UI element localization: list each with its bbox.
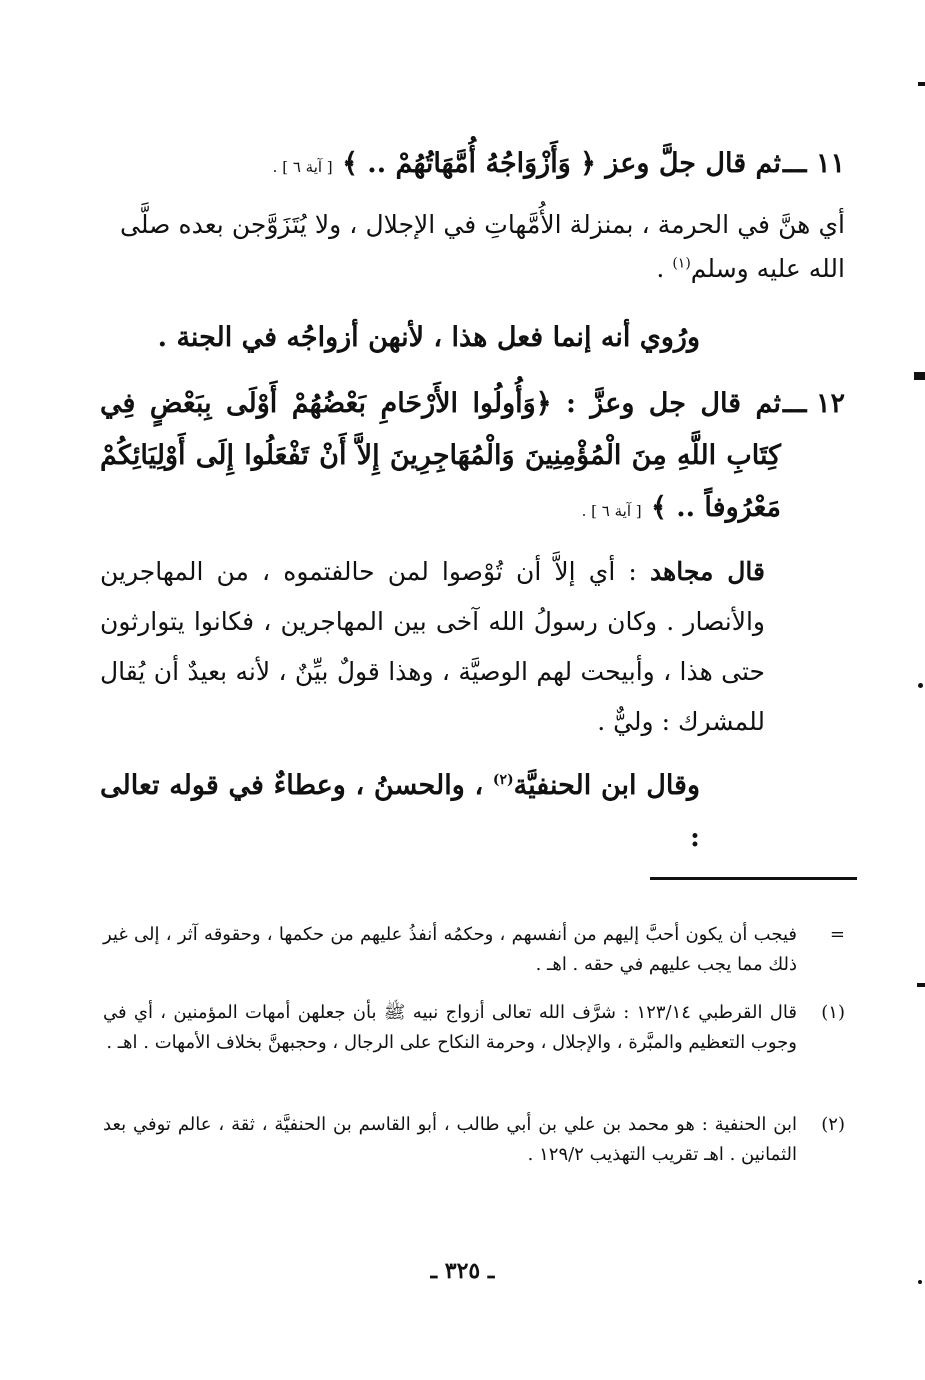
footnote-mark: =: [829, 924, 845, 945]
page-number: ـ ٣٢٥ ـ: [430, 1258, 495, 1284]
footnote-text: قال القرطبي ١٢٣/١٤ : شرَّف الله تعالى أزواج نبيه ﷺ بأن جعلهن أمهات المؤمنين ، أي في وجوب التعظيم والمبَّرة ، والإجلال ، وحرمة النكاح على الرجال ، وحجبهنَّ بخلاف الأمهات . اهـ .: [103, 1002, 797, 1053]
scan-edge-mark: [918, 82, 925, 86]
verse-text: ثم قال جل وعزَّ : ﴿وَأُولُوا الأَرْحَامِ بَعْضُهُمْ أَوْلَى بِبَعْضٍ فِي كِتَابِ اللَّهِ مِنَ الْمُؤْمِنِينَ وَالْمُهَاجِرِينَ إِلاَّ أَنْ تَفْعَلُوا إِلَى أَوْلِيَائِكُمْ مَعْرُوفاً .. ﴾: [100, 388, 781, 523]
footnote-mark: (٢): [821, 1114, 845, 1135]
scholar-name: قال مجاهد: [649, 557, 765, 586]
footnote-text: فيجب أن يكون أحبَّ إليهم من أنفسهم ، وحكمُه أنفذُ عليهم من حكمها ، وحقوقه آثر ، إلى غير ذلك مما يجب عليهم في حقه . اهـ .: [103, 924, 797, 975]
footnote-2: [103, 1110, 845, 1170]
verse-reference: [ آية ٦ ] .: [581, 502, 642, 520]
item-number: ١٢ ـــ: [782, 388, 845, 419]
scan-edge-mark: [917, 983, 925, 987]
scan-edge-mark: [918, 683, 923, 688]
paragraph-end: .: [656, 254, 673, 283]
footnote-continuation: [103, 920, 845, 980]
footnote-separator: [650, 877, 857, 880]
paragraph-text: أي هنَّ في الحرمة ، بمنزلة الأُمَّهاتِ في الإجلال ، ولا يُتَزَوَّجن بعده صلَّى الله عليه وسلم: [120, 210, 845, 283]
paragraph-text: : أي إلاَّ أن تُوْصوا لمن حالفتموه ، من المهاجرين والأنصار . وكان رسولُ الله آخى بين المهاجرين ، فكانوا يتوارثون حتى هذا ، وأبيحت لهم الوصيَّة ، وهذا قولٌ بيِّنٌ ، لأنه بعيدٌ أن يُقال للمشرك : وليٌّ .: [100, 557, 765, 736]
closing-paragraph: [100, 760, 700, 864]
scan-edge-mark: [918, 1280, 922, 1284]
verse-item-11: [100, 138, 845, 193]
item-number: ١١ ـــ: [782, 148, 845, 179]
footnote-1: [103, 998, 845, 1058]
footnote-mark: (١): [821, 1002, 845, 1023]
paragraph-text-cont: ، والحسنُ ، وعطاءٌ في قوله تعالى :: [100, 770, 700, 853]
verse-heading: [100, 378, 781, 537]
footnote-ref-1: (١): [672, 255, 691, 272]
verse-reference: [ آية ٦ ] .: [272, 158, 333, 176]
verse-heading: [100, 138, 781, 193]
verse-item-12: [100, 378, 845, 537]
paragraph-text: وقال ابن الحنفيَّة: [513, 770, 701, 801]
footnote-text: ابن الحنفية : هو محمد بن علي بن أبي طالب ، أبو القاسم بن الحنفيَّة ، ثقة ، عالم توفي بعد الثمانين . اهـ تقريب التهذيب ١٢٩/٢ .: [103, 1114, 797, 1165]
footnote-ref-2: (٢): [492, 772, 514, 788]
narration-paragraph: [100, 312, 700, 364]
scan-edge-mark: [914, 372, 925, 380]
commentary-paragraph-2: [100, 547, 765, 747]
verse-text: ثم قال جلَّ وعز ﴿ وَأَزْوَاجُهُ أُمَّهَاتُهُمْ .. ﴾: [342, 148, 781, 179]
paragraph-text: ورُوي أنه إنما فعل هذا ، لأنهن أزواجُه في الجنة .: [157, 322, 700, 353]
commentary-paragraph-1: [120, 203, 845, 291]
